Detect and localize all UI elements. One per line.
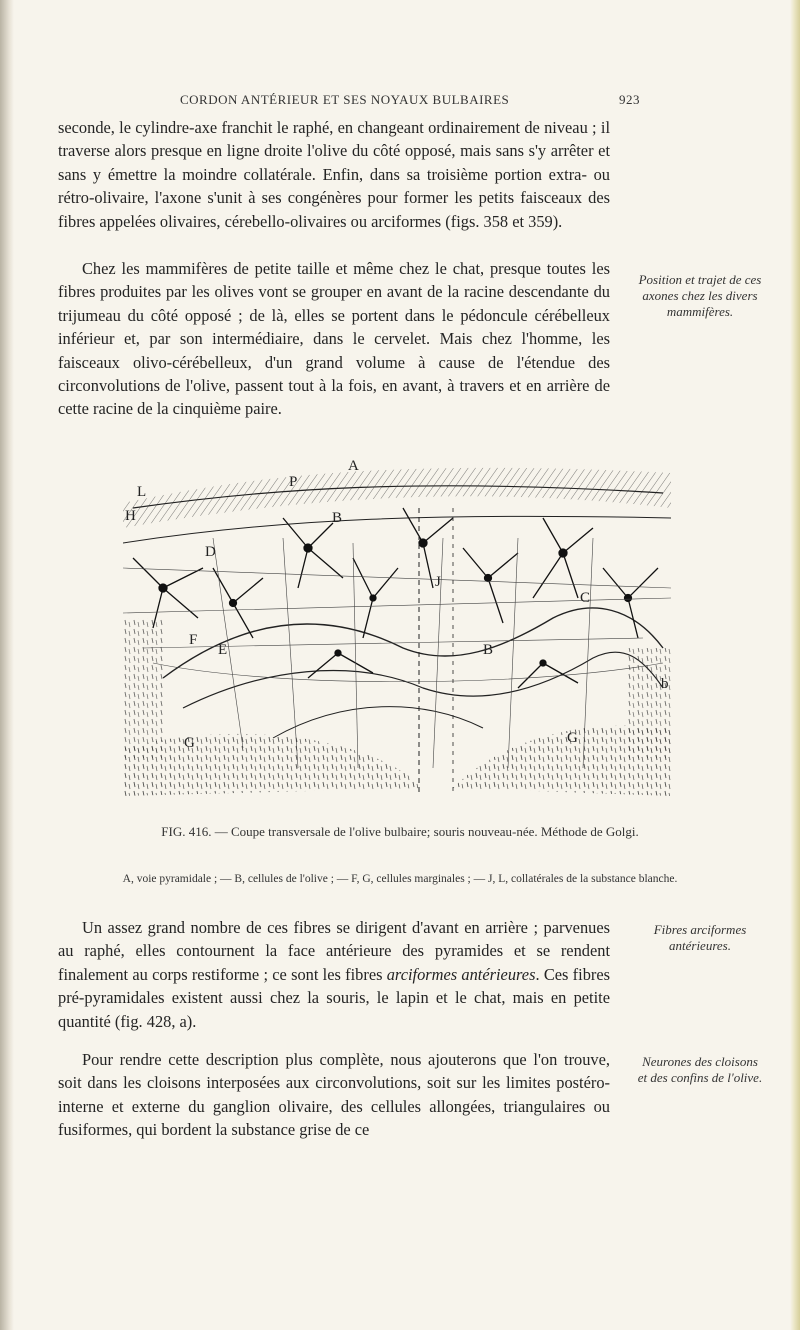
paragraph-4: Pour rendre cette description plus complète, nous ajouterons que l'on trouve, soit dans les cloisons interposées aux circonvolutions, soit sur les limites postéro-interne et externe du ganglion olivaire, des cellules allongées, triangulaires ou fusiformes, qui bordent la substance grise de ce: [58, 1050, 610, 1140]
page-edge-stain: [790, 0, 800, 1330]
paragraph-2: Chez les mammifères de petite taille et même chez le chat, presque toutes les fibres produites par les olives vont se grouper en avant de la racine descendante du trijumeau du côté opposé ; de là, elles se portent dans le pédoncule cérébelleux inférieur et, par son intermédiaire, dans le cervelet. Mais chez l'homme, les faisceaux olivo-cérébelleux, d'un grand volume à cause de l'étendue des circonvolutions de l'olive, passent tout à la fois, en avant, à travers et en arrière de cette racine de la cinquième paire.: [58, 259, 610, 419]
pyramidal-fibre-band: [123, 468, 671, 528]
fig-label-H: H: [125, 508, 136, 524]
paragraph-3-text-before: Un assez grand nombre de ces fibres se dirigent d'avant en arrière ; parvenues au raphé, elles contournent la face antérieure des pyramides et se rendent finalement au corps restiforme ; ce sont les fibres: [58, 918, 610, 984]
olive-lamella: [163, 608, 663, 678]
paragraph-3: [58, 916, 610, 1033]
fig-label-b: b: [661, 676, 669, 692]
paragraph-3-text-after: . Ces fibres pré-pyramidales existent aussi chez la souris, le lapin et le chat, mais en petite quantité (fig. 428, a).: [58, 964, 610, 1031]
fig-label-A: A: [348, 458, 359, 474]
page-number: 923: [619, 92, 640, 107]
fig-label-P: P: [289, 474, 298, 490]
page-binding-shadow: [0, 0, 14, 1330]
olive-section-drawing: [123, 448, 671, 796]
margin-note-neurones-cloisons: Neurones des cloisons et des confins de l'olive.: [637, 1054, 763, 1085]
paragraph-1: seconde, le cylindre-axe franchit le raphé, en changeant ordinairement de niveau ; il traverse alors presque en ligne droite l'olive du côté opposé, mais sans s'y arrêter et sans y émettre la moindre collatérale. Enfin, dans sa troisième portion extra- ou rétro-olivaire, l'axone s'unit à ses congénères pour former les petits faisceaux des fibres appelées olivaires, cérebello-olivaires ou arciformes (figs. 358 et 359).: [58, 118, 610, 231]
marginal-zone-left: [123, 734, 423, 796]
fig-label-E: E: [218, 642, 228, 658]
fig-label-B-upper: B: [332, 510, 343, 526]
fig-label-B-lower: B: [483, 642, 494, 658]
fig-label-G-left: G: [184, 735, 195, 751]
paragraph-3-emphasis: arciformes antérieures: [386, 964, 536, 984]
running-title: CORDON ANTÉRIEUR ET SES NOYAUX BULBAIRES: [180, 92, 510, 107]
figure-legend: A, voie pyramidale ; — B, cellules de l'olive ; — F, G, cellules marginales ; — J, L, collatérales de la substance blanche.: [122, 873, 678, 885]
margin-note-position-trajet: Position et trajet de ces axones chez les divers mammifères.: [638, 272, 762, 319]
figure-caption: FIG. 416. — Coupe transversale de l'olive bulbaire; souris nouveau-née. Méthode de Golgi.: [161, 824, 639, 839]
fig-label-J: J: [435, 574, 441, 590]
fig-label-C: C: [580, 590, 591, 606]
figure-olive-section: [123, 448, 671, 796]
fig-label-D: D: [205, 544, 216, 560]
fig-label-L: L: [137, 484, 147, 500]
fig-label-F: F: [189, 632, 198, 648]
fig-label-G-right: G: [567, 730, 578, 746]
margin-note-fibres-arciformes: Fibres arciformes antérieures.: [653, 922, 747, 953]
